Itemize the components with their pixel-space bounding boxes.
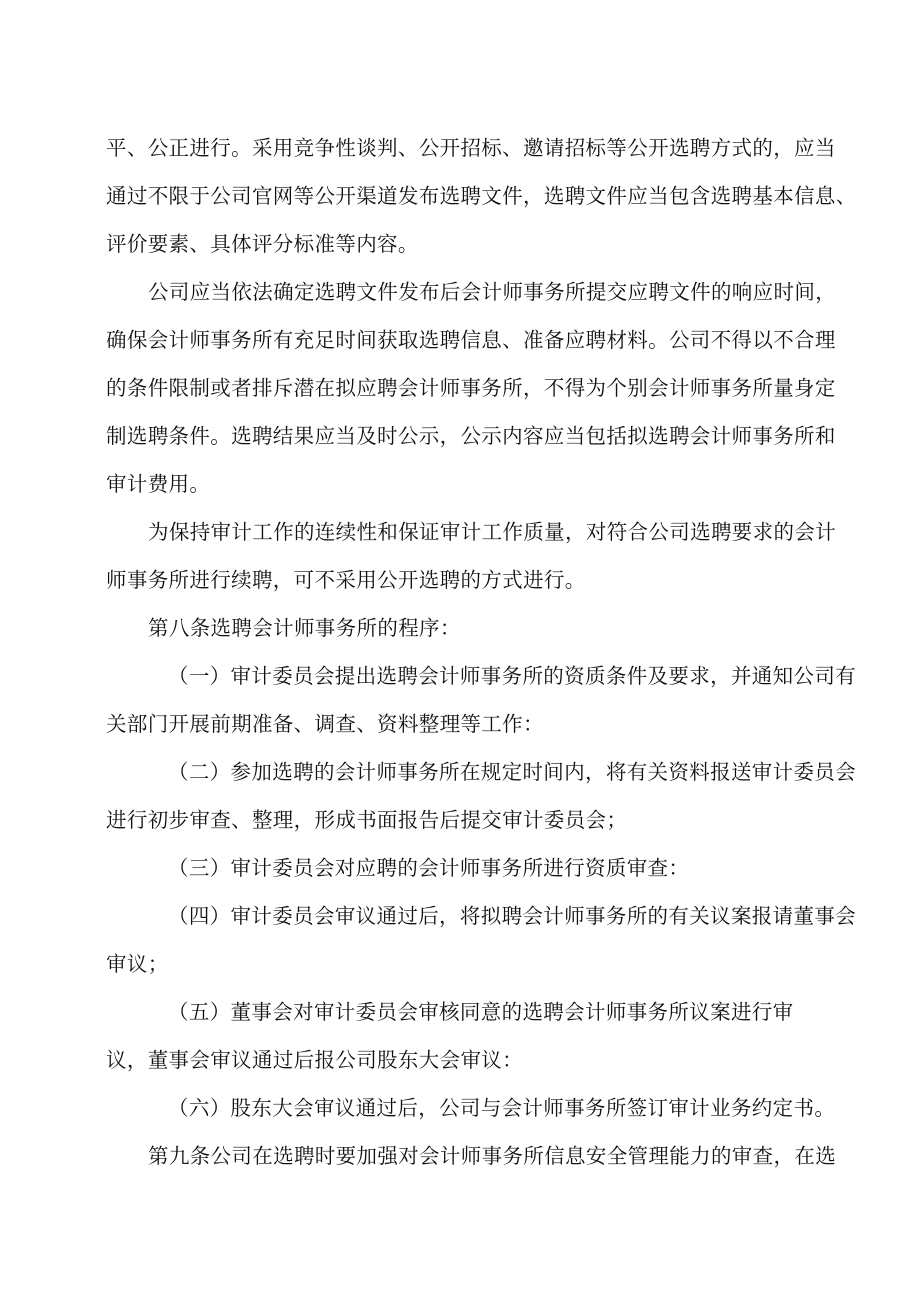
document-body [106, 124, 857, 1180]
procedure-item-continuation: 审议； [106, 952, 169, 976]
paragraph-line: 师事务所进行续聘，可不采用公开选聘的方式进行。 [106, 568, 586, 592]
procedure-item: （三）审计委员会对应聘的会计师事务所进行资质审查： [168, 856, 690, 880]
procedure-item: （六）股东大会审议通过后，公司与会计师事务所签订审计业务约定书。 [168, 1096, 836, 1120]
paragraph-line: 评价要素、具体评分标准等内容。 [106, 232, 419, 256]
procedure-item-continuation: 议，董事会审议通过后报公司股东大会审议： [106, 1048, 523, 1072]
paragraph-line: 公司应当依法确定选聘文件发布后会计师事务所提交应聘文件的响应时间， [148, 280, 837, 304]
procedure-item: （五）董事会对审计委员会审核同意的选聘会计师事务所议案进行审 [168, 1000, 794, 1024]
paragraph-line: 审计费用。 [106, 472, 211, 496]
paragraph-line: 确保会计师事务所有充足时间获取选聘信息、准备应聘材料。公司不得以不合理 [106, 328, 836, 352]
procedure-item: （四）审计委员会审议通过后，将拟聘会计师事务所的有关议案报请董事会 [168, 904, 857, 928]
paragraph-line: 制选聘条件。选聘结果应当及时公示，公示内容应当包括拟选聘会计师事务所和 [106, 424, 836, 448]
paragraph-line: 平、公正进行。采用竞争性谈判、公开招标、邀请招标等公开选聘方式的，应当 [106, 136, 836, 160]
paragraph-line: 为保持审计工作的连续性和保证审计工作质量，对符合公司选聘要求的会计 [148, 520, 837, 544]
procedure-item-continuation: 进行初步审查、整理，形成书面报告后提交审计委员会； [106, 808, 628, 832]
article-heading: 第九条公司在选聘时要加强对会计师事务所信息安全管理能力的审查，在选 [148, 1144, 837, 1168]
paragraph-line: 通过不限于公司官网等公开渠道发布选聘文件，选聘文件应当包含选聘基本信息、 [106, 184, 857, 208]
procedure-item: （二）参加选聘的会计师事务所在规定时间内，将有关资料报送审计委员会 [168, 760, 857, 784]
article-heading: 第八条选聘会计师事务所的程序： [148, 616, 461, 640]
paragraph-line: 的条件限制或者排斥潜在拟应聘会计师事务所，不得为个别会计师事务所量身定 [106, 376, 836, 400]
procedure-item: （一）审计委员会提出选聘会计师事务所的资质条件及要求，并通知公司有 [168, 664, 857, 688]
procedure-item-continuation: 关部门开展前期准备、调查、资料整理等工作： [106, 712, 544, 736]
